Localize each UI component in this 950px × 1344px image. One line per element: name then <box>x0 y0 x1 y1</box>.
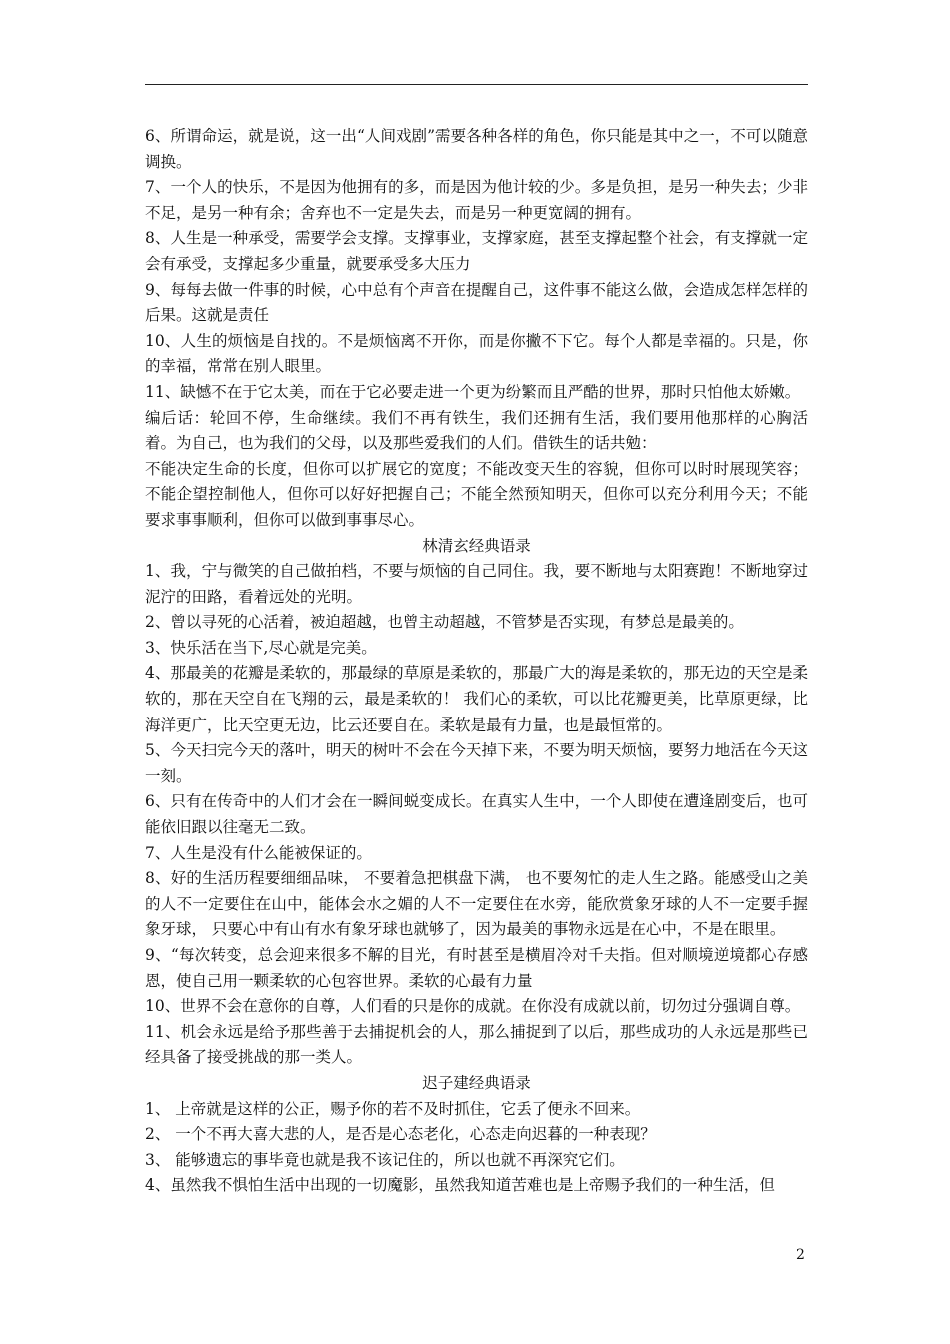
section-chi-zijian-quotes <box>145 1071 808 1199</box>
section-heading: 迟子建经典语录 <box>422 1073 531 1092</box>
quote-paragraph: 4、虽然我不惧怕生活中出现的一切魔影，虽然我知道苦难也是上帝赐予我们的一种生活，但 <box>145 1176 775 1195</box>
section-lin-qingxuan-quotes <box>145 534 808 1071</box>
quote-paragraph: 10、世界不会在意你的自尊，人们看的只是你的成就。在你没有成就以前，切勿过分强调自尊。 <box>145 997 801 1016</box>
page-body <box>145 124 808 1199</box>
quote-paragraph: 7、人生是没有什么能被保证的。 <box>145 843 372 862</box>
quote-paragraph: 1、 上帝就是这样的公正，赐予你的若不及时抓住，它丢了便永不回来。 <box>145 1099 641 1118</box>
page-number: 2 <box>796 1247 805 1263</box>
section-heading: 林清玄经典语录 <box>422 536 531 555</box>
quote-paragraph: 6、所谓命运，就是说，这一出“人间戏剧”需要各种各样的角色，你只能是其中之一，不可以随意调换。 <box>145 127 808 171</box>
quote-paragraph: 10、人生的烦恼是自找的。不是烦恼离不开你，而是你撇不下它。每个人都是幸福的。只是，你的幸福，常常在别人眼里。 <box>145 331 808 376</box>
quote-paragraph: 3、快乐活在当下,尽心就是完美。 <box>145 638 377 657</box>
editor-note: 编后话：轮回不停，生命继续。我们不再有铁生，我们还拥有生活，我们要用他那样的心胸活着。为自己，也为我们的父母，以及那些爱我们的人们。借铁生的话共勉： <box>145 408 808 453</box>
quote-paragraph: 2、曾以寻死的心活着，被迫超越，也曾主动超越，不管梦是否实现，有梦总是最美的。 <box>145 613 744 632</box>
quote-paragraph: 8、好的生活历程要细细品味， 不要着急把棋盘下满， 也不要匆忙的走人生之路。能感受山之美的人不一定要住在山中，能体会水之媚的人不一定要住在水旁，能欣赏象牙球的人不一定要手握象牙球， 只要心中有山有水有象牙球也就够了，因为最美的事物永远是在心中，不是在眼里。 <box>145 869 808 939</box>
quote-paragraph: 11、机会永远是给予那些善于去捕捉机会的人，那么捕捉到了以后，那些成功的人永远是那些已经具备了接受挑战的那一类人。 <box>145 1022 808 1067</box>
quote-paragraph: 1、我，宁与微笑的自己做拍档，不要与烦恼的自己同住。我，要不断地与太阳赛跑！不断地穿过泥泞的田路，看着远处的光明。 <box>145 562 808 606</box>
closing-motto: 不能决定生命的长度，但你可以扩展它的宽度；不能改变天生的容貌，但你可以时时展现笑容；不能企望控制他人，但你可以好好把握自己；不能全然预知明天，但你可以充分利用今天；不能要求事事顺利，但你可以做到事事尽心。 <box>145 459 808 529</box>
quote-paragraph: 5、今天扫完今天的落叶，明天的树叶不会在今天掉下来，不要为明天烦恼，要努力地活在今天这一刻。 <box>145 741 808 785</box>
quote-paragraph: 9、“每次转变，总会迎来很多不解的目光，有时甚至是横眉冷对千夫指。但对顺境逆境都心存感恩，使自己用一颗柔软的心包容世界。柔软的心最有力量 <box>145 946 808 990</box>
quote-paragraph: 2、 一个不再大喜大悲的人，是否是心态老化，心态走向迟暮的一种表现？ <box>145 1125 656 1144</box>
header-rule <box>145 84 808 85</box>
quote-paragraph: 6、只有在传奇中的人们才会在一瞬间蜕变成长。在真实人生中，一个人即使在遭逢剧变后，也可能依旧跟以往毫无二致。 <box>145 792 808 837</box>
quote-paragraph: 3、 能够遗忘的事毕竟也就是我不该记住的，所以也就不再深究它们。 <box>145 1150 625 1169</box>
quote-paragraph: 9、每每去做一件事的时候，心中总有个声音在提醒自己，这件事不能这么做，会造成怎样怎样的后果。这就是责任 <box>145 280 808 325</box>
quote-paragraph: 7、一个人的快乐，不是因为他拥有的多，而是因为他计较的少。多是负担，是另一种失去；少非不足，是另一种有余；舍弃也不一定是失去，而是另一种更宽阔的拥有。 <box>145 178 808 222</box>
quote-paragraph: 4、那最美的花瓣是柔软的，那最绿的草原是柔软的，那最广大的海是柔软的，那无边的天空是柔软的，那在天空自在飞翔的云，最是柔软的！ 我们心的柔软，可以比花瓣更美，比草原更绿，比海洋更广，比天空更无边，比云还要自在。柔软是最有力量，也是最恒常的。 <box>145 664 808 734</box>
section-tiesheng-quotes <box>145 124 808 534</box>
quote-paragraph: 8、人生是一种承受，需要学会支撑。支撑事业，支撑家庭，甚至支撑起整个社会，有支撑就一定会有承受，支撑起多少重量，就要承受多大压力 <box>145 229 808 273</box>
quote-paragraph: 11、缺憾不在于它太美，而在于它必要走进一个更为纷繁而且严酷的世界，那时只怕他太娇嫩。 <box>145 382 801 401</box>
